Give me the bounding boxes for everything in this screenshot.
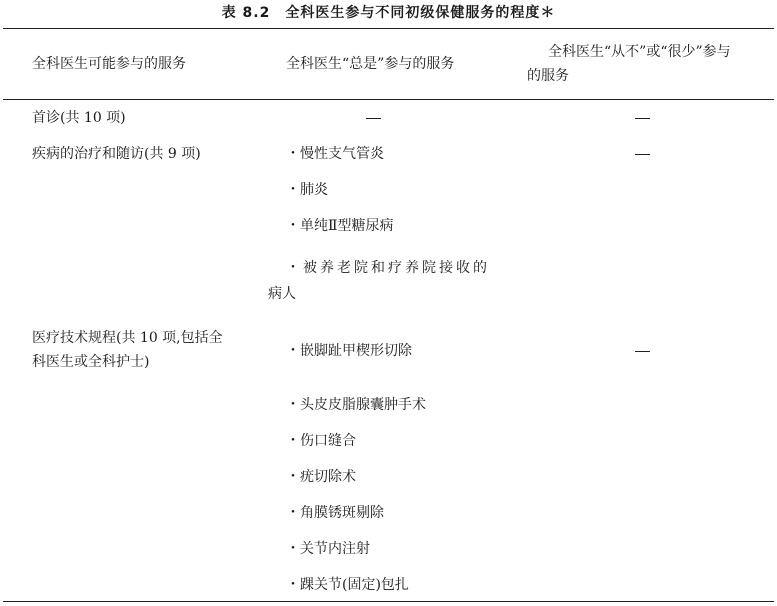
row-procedures-line2: 科医生或全科护士): [32, 354, 150, 370]
row-first-visit: 首诊(共 10 项): [32, 110, 126, 126]
item-ankle-strapping: ・踝关节(固定)包扎: [286, 577, 409, 593]
dash-first-visit-never: [635, 118, 650, 119]
item-type2-diabetes: ・单纯Ⅱ型糖尿病: [286, 218, 394, 234]
dash-first-visit-always: [366, 118, 381, 119]
item-joint-injection: ・关节内注射: [286, 541, 370, 557]
item-wound-suture: ・伤口缝合: [286, 433, 356, 449]
row-chronic-treatment: 疾病的治疗和随访(共 9 项): [32, 146, 201, 162]
table-caption: 表 8.2 全科医生参与不同初级保健服务的程度＊: [221, 5, 556, 21]
item-nursing-home-line2: 病人: [268, 286, 296, 302]
item-scalp-cyst-surgery: ・头皮皮脂腺囊肿手术: [286, 397, 426, 413]
header-possible-services: 全科医生可能参与的服务: [32, 56, 186, 72]
item-wart-removal: ・疣切除术: [286, 469, 356, 485]
dash-procedures-never: [635, 351, 650, 352]
item-pneumonia: ・肺炎: [286, 182, 328, 198]
header-never-rarely-line1: 全科医生“从不”或“很少”参与: [548, 44, 731, 60]
item-toenail-wedge-excision: ・嵌脚趾甲楔形切除: [286, 343, 412, 359]
item-nursing-home-line1: ・被养老院和疗养院接收的: [286, 260, 490, 276]
item-corneal-rust-removal: ・角膜锈斑剔除: [286, 505, 384, 521]
item-chronic-bronchitis: ・慢性支气管炎: [286, 146, 384, 162]
row-procedures-line1: 医疗技术规程(共 10 项,包括全: [32, 330, 223, 346]
table-header-rule: [3, 99, 774, 100]
table-top-rule: [3, 28, 774, 29]
header-never-rarely-line2: 的服务: [527, 68, 569, 84]
header-always-services: 全科医生“总是”参与的服务: [286, 56, 455, 72]
dash-chronic-never: [635, 154, 650, 155]
table-bottom-rule: [3, 601, 774, 602]
